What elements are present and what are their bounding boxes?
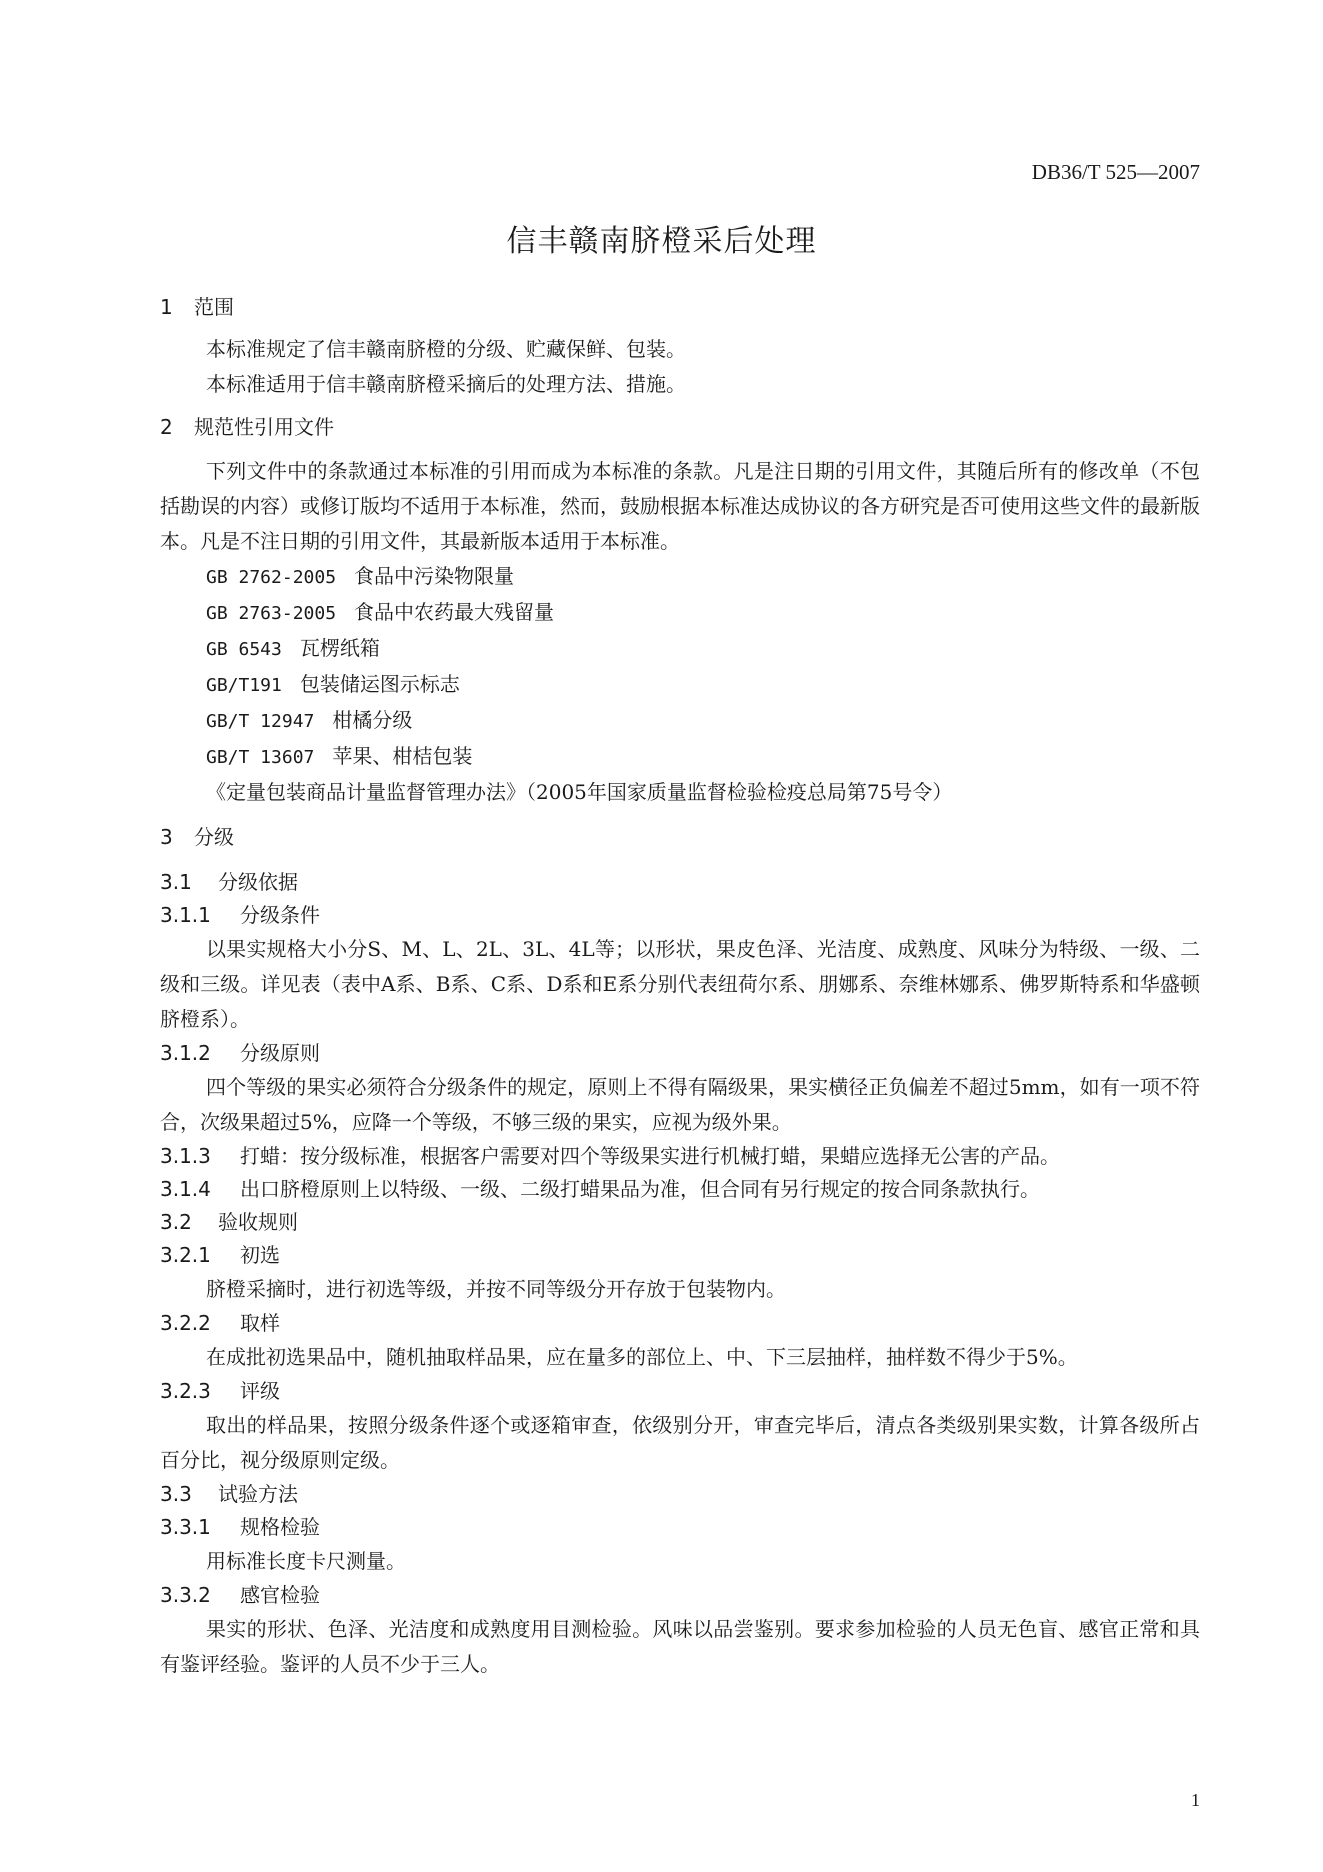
clause-inline (160, 1140, 1200, 1173)
reference-name: 食品中农药最大残留量 (354, 600, 555, 624)
paragraph: 果实的形状、色泽、光洁度和成熟度用目测检验。风味以品尝鉴别。要求参加检验的人员无色盲、感官正常和具有鉴评经验。鉴评的人员不少于三人。 (160, 1617, 1200, 1676)
section-title: 范围 (194, 295, 234, 319)
clause-heading (160, 1037, 1200, 1070)
clause-number: 3.3.1 (160, 1515, 211, 1539)
reference-name: 瓦楞纸箱 (299, 636, 380, 660)
section-heading (160, 292, 1200, 322)
clause-number: 3.1.4 (160, 1177, 211, 1201)
clause-inline (160, 1173, 1200, 1206)
clause-number: 3.2.3 (160, 1379, 211, 1403)
reference-code: GB/T 12947 (206, 711, 315, 732)
clause-heading (160, 1307, 1200, 1340)
document-code: DB36/T 525—2007 (1031, 160, 1200, 184)
document-body (160, 292, 1200, 1682)
subsection-number: 3.1 (160, 870, 192, 894)
subsection-title: 试验方法 (218, 1482, 298, 1506)
reference-item (160, 739, 1200, 775)
clause-number: 3.1.2 (160, 1041, 211, 1065)
clause-heading (160, 1511, 1200, 1544)
clause-number: 3.2.1 (160, 1243, 211, 1267)
reference-name: 苹果、柑桔包装 (332, 744, 473, 768)
reference-code: GB 6543 (206, 639, 282, 660)
section-heading (160, 412, 1200, 442)
section-title: 规范性引用文件 (194, 415, 334, 439)
paragraph: 下列文件中的条款通过本标准的引用而成为本标准的条款。凡是注日期的引用文件，其随后所有的修改单（不包括勘误的内容）或修订版均不适用于本标准，然而，鼓励根据本标准达成协议的各方研究是否可使用这些文件的最新版本。凡是不注日期的引用文件，其最新版本适用于本标准。 (160, 459, 1200, 553)
clause-number: 3.3.2 (160, 1583, 211, 1607)
subsection-heading (160, 866, 1200, 899)
paragraph: 本标准适用于信丰赣南脐橙采摘后的处理方法、措施。 (206, 372, 686, 396)
reference-item (160, 667, 1200, 703)
paragraph: 四个等级的果实必须符合分级条件的规定，原则上不得有隔级果，果实横径正负偏差不超过5mm，如有一项不符合，次级果超过5%，应降一个等级，不够三级的果实，应视为级外果。 (160, 1075, 1200, 1134)
reference-item (160, 595, 1200, 631)
clause-number: 3.1.1 (160, 903, 211, 927)
section-number: 3 (160, 825, 173, 849)
subsection-title: 验收规则 (218, 1210, 298, 1234)
clause-heading (160, 899, 1200, 932)
clause-heading (160, 1579, 1200, 1612)
subsection-heading (160, 1478, 1200, 1511)
clause-heading (160, 1375, 1200, 1408)
subsection-number: 3.2 (160, 1210, 192, 1234)
section-title: 分级 (194, 825, 234, 849)
reference-code: GB/T 13607 (206, 747, 315, 768)
document-title: 信丰赣南脐橙采后处理 (506, 224, 817, 259)
clause-heading (160, 1239, 1200, 1272)
reference-item (160, 703, 1200, 739)
clause-number: 3.1.3 (160, 1144, 211, 1168)
paragraph: 脐橙采摘时，进行初选等级，并按不同等级分开存放于包装物内。 (206, 1277, 786, 1301)
subsection-heading (160, 1206, 1200, 1239)
paragraph: 用标准长度卡尺测量。 (206, 1549, 406, 1573)
subsection-title: 分级依据 (218, 870, 298, 894)
clause-text: 出口脐橙原则上以特级、一级、二级打蜡果品为准，但合同有另行规定的按合同条款执行。 (240, 1177, 1040, 1201)
reference-item (160, 631, 1200, 667)
reference-code: GB 2763-2005 (206, 603, 337, 624)
clause-title: 评级 (240, 1379, 280, 1403)
clause-title: 初选 (240, 1243, 280, 1267)
clause-number: 3.2.2 (160, 1311, 211, 1335)
clause-title: 分级条件 (240, 903, 320, 927)
paragraph: 以果实规格大小分S、M、L、2L、3L、4L等；以形状，果皮色泽、光洁度、成熟度、风味分为特级、一级、二级和三级。详见表（表中A系、B系、C系、D系和E系分别代表纽荷尔系、朋娜系、奈维林娜系、佛罗斯特系和华盛顿脐橙系）。 (160, 937, 1200, 1031)
paragraph: 在成批初选果品中，随机抽取样品果，应在量多的部位上、中、下三层抽样，抽样数不得少于5%。 (206, 1345, 1078, 1369)
paragraph: 取出的样品果，按照分级条件逐个或逐箱审查，依级别分开，审查完毕后，清点各类级别果实数，计算各级所占百分比，视分级原则定级。 (160, 1413, 1200, 1472)
paragraph: 本标准规定了信丰赣南脐橙的分级、贮藏保鲜、包装。 (206, 337, 686, 361)
reference-name: 柑橘分级 (332, 708, 413, 732)
reference-item: 《定量包装商品计量监督管理办法》（2005年国家质量监督检验检疫总局第75号令） (206, 780, 953, 804)
section-number: 2 (160, 415, 173, 439)
subsection-number: 3.3 (160, 1482, 192, 1506)
reference-code: GB 2762-2005 (206, 567, 337, 588)
reference-name: 包装储运图示标志 (299, 672, 460, 696)
reference-code: GB/T191 (206, 675, 282, 696)
reference-item (160, 559, 1200, 595)
clause-title: 规格检验 (240, 1515, 320, 1539)
reference-name: 食品中污染物限量 (354, 564, 515, 588)
clause-text: 打蜡：按分级标准，根据客户需要对四个等级果实进行机械打蜡，果蜡应选择无公害的产品。 (240, 1144, 1060, 1168)
section-number: 1 (160, 295, 173, 319)
clause-title: 取样 (240, 1311, 280, 1335)
section-heading (160, 822, 1200, 852)
clause-title: 分级原则 (240, 1041, 320, 1065)
page-number: 1 (1191, 1790, 1200, 1810)
clause-title: 感官检验 (240, 1583, 320, 1607)
